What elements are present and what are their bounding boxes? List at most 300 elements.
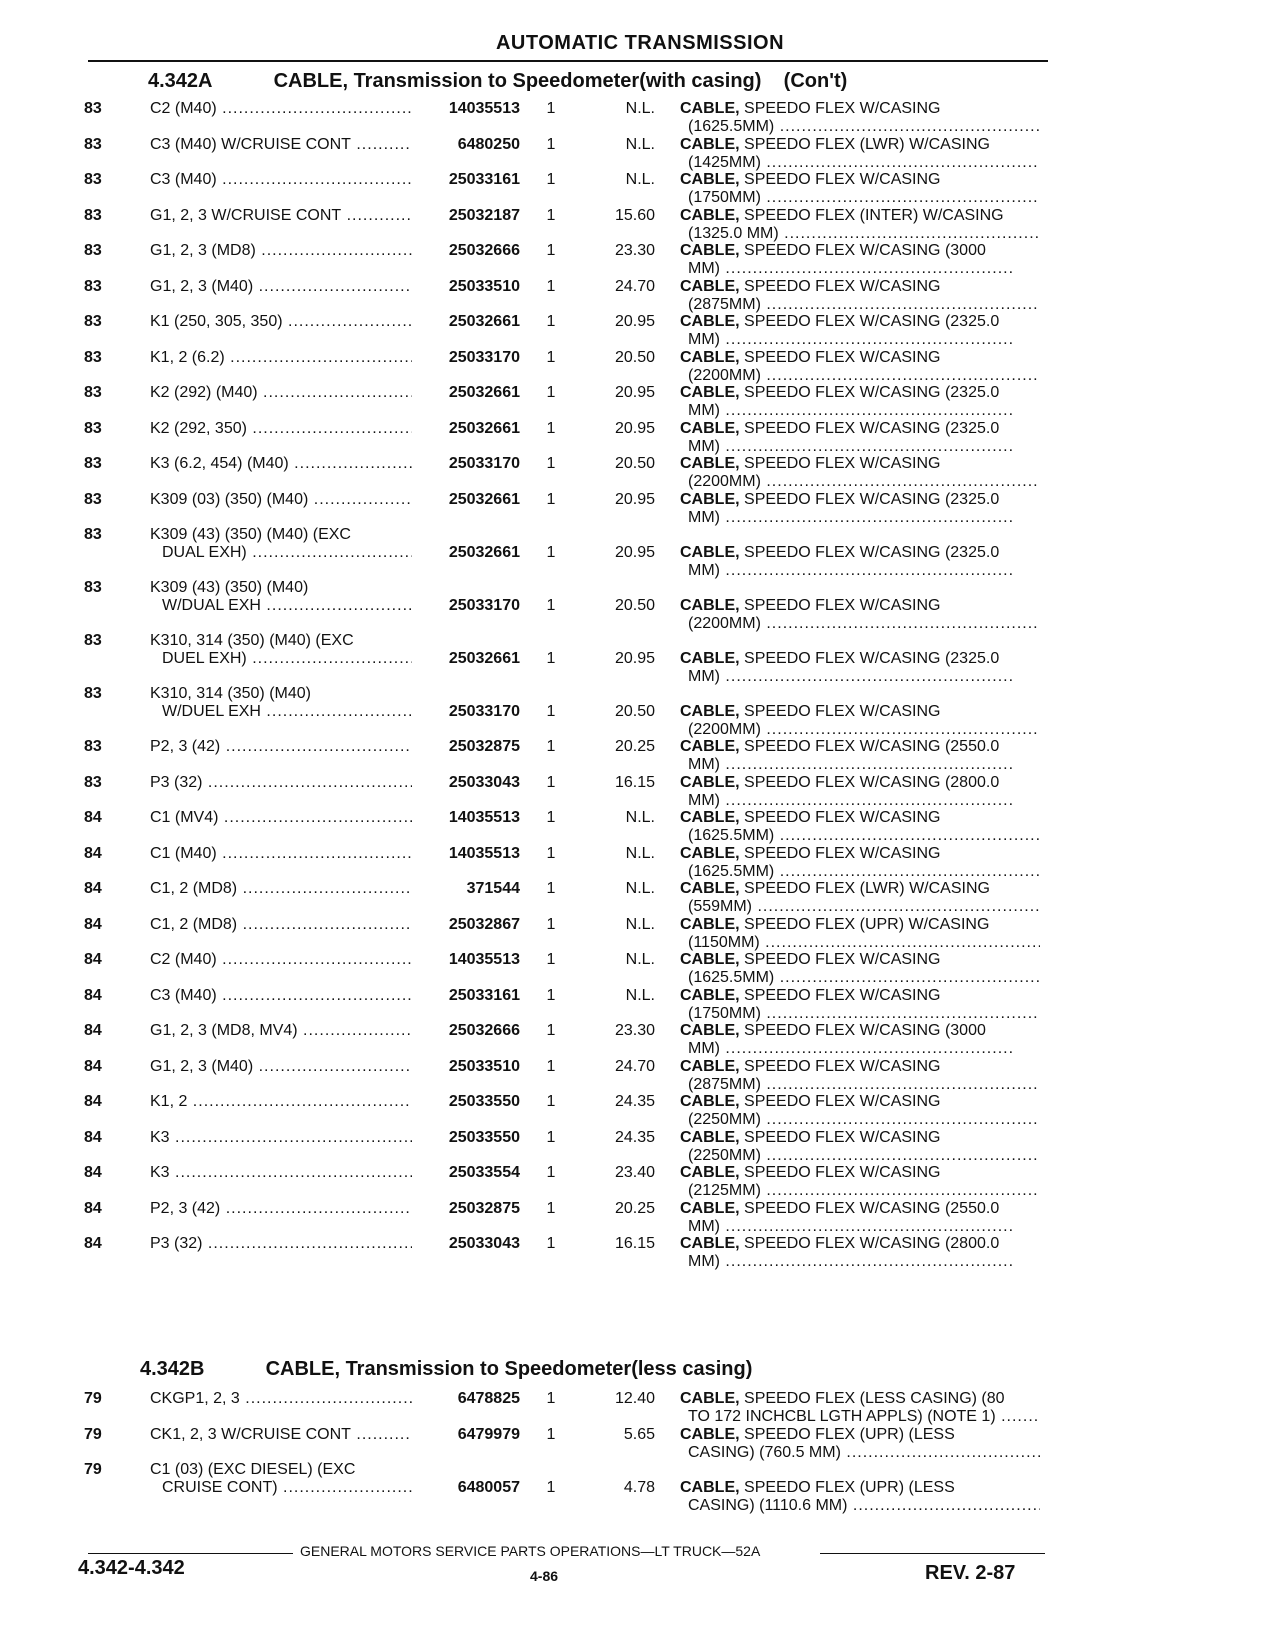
- price: N.L.: [625, 844, 655, 862]
- quantity: 1: [546, 384, 556, 401]
- footer-range: 4.342-4.342: [78, 1557, 185, 1579]
- part-number: 25032661: [448, 490, 520, 508]
- description-text: SPEEDO FLEX W/CASING: [744, 455, 941, 472]
- reference-number: 83: [84, 685, 102, 702]
- table-row: [0, 349, 1280, 383]
- model-application: K309 (43) (350) (M40) (EXC: [150, 526, 351, 543]
- description-keyword: CABLE,: [680, 1022, 740, 1039]
- part-number: 25032666: [448, 242, 520, 259]
- price: 20.95: [614, 490, 655, 508]
- table-row: [0, 987, 1280, 1021]
- description-line-2: TO 172 INCHCBL LGTH APPLS) (NOTE 1) .....: [680, 1408, 1040, 1426]
- part-description: [680, 171, 1040, 207]
- quantity: 1: [546, 455, 556, 472]
- section-suffix: (Con't): [783, 70, 848, 92]
- part-description: [680, 1235, 1040, 1271]
- quantity: 1: [546, 951, 556, 968]
- price: N.L.: [625, 809, 655, 826]
- part-description: [680, 1058, 1040, 1094]
- description-text: SPEEDO FLEX (UPR) W/CASING: [744, 915, 990, 933]
- description-line-2: (1625.5MM) .....: [680, 969, 1040, 987]
- price: 20.95: [614, 544, 655, 561]
- description-text: SPEEDO FLEX W/CASING (3000: [744, 242, 986, 259]
- description-keyword: CABLE,: [680, 1199, 740, 1217]
- model-application: C1 (MV4) .....: [150, 809, 412, 827]
- model-application: C3 (M40) .....: [150, 987, 412, 1005]
- description-line-1: [680, 384, 1040, 402]
- quantity: 1: [546, 650, 556, 667]
- quantity: 1: [546, 419, 556, 437]
- description-text: SPEEDO FLEX W/CASING: [744, 1164, 941, 1181]
- price: N.L.: [625, 171, 655, 188]
- quantity: 1: [546, 490, 556, 508]
- model-application: K3 .....: [150, 1164, 412, 1182]
- description-keyword: CABLE,: [680, 544, 740, 561]
- quantity: 1: [546, 738, 556, 755]
- model-application: K3 .....: [150, 1129, 412, 1147]
- table-row: [0, 1235, 1280, 1269]
- description-line-2: MM) .....: [680, 1218, 1040, 1236]
- reference-number: 83: [84, 773, 102, 791]
- price: 16.15: [614, 1235, 655, 1252]
- description-keyword: CABLE,: [680, 915, 740, 933]
- quantity: 1: [546, 1022, 556, 1039]
- description-keyword: CABLE,: [680, 1425, 740, 1443]
- table-row: [0, 491, 1280, 525]
- description-keyword: CABLE,: [680, 1057, 740, 1075]
- part-number: 25033550: [448, 1128, 520, 1146]
- reference-number: 83: [84, 490, 102, 508]
- price: 23.30: [614, 1022, 655, 1039]
- model-application: P2, 3 (42) .....: [150, 738, 412, 756]
- part-description: [680, 738, 1040, 774]
- part-number: 6478825: [457, 1390, 520, 1407]
- model-application: K309 (03) (350) (M40) .....: [150, 491, 412, 509]
- description-text: SPEEDO FLEX W/CASING: [744, 1057, 941, 1075]
- description-line-2: MM) .....: [680, 756, 1040, 774]
- table-row: [0, 1022, 1280, 1056]
- reference-number: 84: [84, 844, 102, 862]
- model-application: K3 (6.2, 454) (M40) .....: [150, 455, 412, 473]
- reference-number: 84: [84, 880, 102, 897]
- reference-number: 84: [84, 1199, 102, 1217]
- description-text: SPEEDO FLEX W/CASING: [744, 986, 941, 1004]
- table-row: [0, 951, 1280, 985]
- description-keyword: CABLE,: [680, 100, 740, 117]
- table-row: [0, 579, 1280, 632]
- description-text: SPEEDO FLEX (LESS CASING) (80: [744, 1390, 1005, 1407]
- description-line-2: (1325.0 MM) .....: [680, 225, 1040, 243]
- description-text: SPEEDO FLEX W/CASING (2550.0: [744, 738, 1000, 755]
- reference-number: 83: [84, 738, 102, 755]
- reference-number: 84: [84, 1235, 102, 1252]
- model-application: P3 (32) .....: [150, 774, 412, 792]
- description-line-2: MM) .....: [680, 509, 1040, 527]
- part-number: 25033161: [448, 171, 520, 188]
- part-number: 25032661: [448, 650, 520, 667]
- section-number: 4.342A: [148, 70, 213, 92]
- part-number: 25032867: [448, 915, 520, 933]
- quantity: 1: [546, 597, 556, 614]
- description-text: SPEEDO FLEX W/CASING: [744, 171, 941, 188]
- table-row: [0, 809, 1280, 843]
- description-keyword: CABLE,: [680, 1128, 740, 1146]
- description-line-1: [680, 880, 1040, 898]
- description-line-2: MM) .....: [680, 438, 1040, 456]
- price: 24.70: [614, 1057, 655, 1075]
- table-row: [0, 420, 1280, 454]
- reference-number: 83: [84, 135, 102, 153]
- part-number: 6479979: [457, 1425, 520, 1443]
- description-line-2: MM) .....: [680, 331, 1040, 349]
- part-number: 25033161: [448, 986, 520, 1004]
- reference-number: 79: [84, 1390, 102, 1407]
- description-text: SPEEDO FLEX W/CASING: [744, 951, 941, 968]
- part-description: [680, 987, 1040, 1023]
- model-application-cont: CRUISE CONT) .....: [162, 1479, 412, 1497]
- description-line-1: [680, 987, 1040, 1005]
- part-number: 25033043: [448, 1235, 520, 1252]
- model-application: C1 (03) (EXC DIESEL) (EXC: [150, 1461, 356, 1478]
- part-number: 25032666: [448, 1022, 520, 1039]
- price: 24.70: [614, 277, 655, 295]
- model-application: G1, 2, 3 (MD8) .....: [150, 242, 412, 260]
- part-description: [680, 650, 1040, 686]
- reference-number: 83: [84, 419, 102, 437]
- model-application: K310, 314 (350) (M40): [150, 685, 311, 702]
- description-line-2: (1625.5MM) .....: [680, 863, 1040, 881]
- description-keyword: CABLE,: [680, 650, 740, 667]
- price: 20.50: [614, 348, 655, 366]
- price: 23.30: [614, 242, 655, 259]
- description-line-1: [680, 1164, 1040, 1182]
- model-application: P2, 3 (42) .....: [150, 1200, 412, 1218]
- price: 12.40: [614, 1390, 655, 1407]
- quantity: 1: [546, 986, 556, 1004]
- description-text: SPEEDO FLEX W/CASING (2325.0: [744, 490, 1000, 508]
- part-description: [680, 1093, 1040, 1129]
- footer-rule: [88, 1553, 293, 1554]
- model-application-cont: W/DUAL EXH .....: [162, 597, 412, 615]
- description-line-2: (1750MM) .....: [680, 1005, 1040, 1023]
- description-line-1: [680, 491, 1040, 509]
- part-description: [680, 774, 1040, 810]
- description-keyword: CABLE,: [680, 703, 740, 720]
- reference-number: 79: [84, 1425, 102, 1443]
- quantity: 1: [546, 1057, 556, 1075]
- description-line-1: [680, 278, 1040, 296]
- section-title-a: [148, 70, 847, 93]
- description-keyword: CABLE,: [680, 1164, 740, 1181]
- part-description: [680, 703, 1040, 739]
- table-row: [0, 1093, 1280, 1127]
- description-line-2: (2200MM) .....: [680, 721, 1040, 739]
- description-line-2: MM) .....: [680, 668, 1040, 686]
- part-number: 25033510: [448, 277, 520, 295]
- quantity: 1: [546, 206, 556, 224]
- part-number: 25033043: [448, 773, 520, 791]
- description-line-2: (2250MM) .....: [680, 1147, 1040, 1165]
- quantity: 1: [546, 809, 556, 826]
- description-line-1: [680, 774, 1040, 792]
- table-row: [0, 880, 1280, 914]
- reference-number: 84: [84, 1093, 102, 1110]
- description-text: SPEEDO FLEX W/CASING: [744, 1093, 941, 1110]
- section-title-b: [140, 1358, 752, 1381]
- quantity: 1: [546, 100, 556, 117]
- model-application: K2 (292, 350) .....: [150, 420, 412, 438]
- price: 24.35: [614, 1128, 655, 1146]
- part-description: [680, 916, 1040, 952]
- quantity: 1: [546, 242, 556, 259]
- quantity: 1: [546, 277, 556, 295]
- table-row: [0, 526, 1280, 579]
- quantity: 1: [546, 1128, 556, 1146]
- reference-number: 84: [84, 986, 102, 1004]
- price: 4.78: [623, 1479, 655, 1496]
- quantity: 1: [546, 313, 556, 330]
- model-application: K2 (292) (M40) .....: [150, 384, 412, 402]
- price: N.L.: [625, 880, 655, 897]
- part-number: 25032661: [448, 419, 520, 437]
- description-keyword: CABLE,: [680, 419, 740, 437]
- model-application: C2 (M40) .....: [150, 951, 412, 969]
- reference-number: 83: [84, 455, 102, 472]
- description-text: SPEEDO FLEX W/CASING (2325.0: [744, 544, 1000, 561]
- table-row: [0, 455, 1280, 489]
- reference-number: 83: [84, 526, 102, 543]
- part-description: [680, 845, 1040, 881]
- section-name: CABLE, Transmission to Speedometer(with casing): [273, 70, 762, 92]
- price: 15.60: [614, 206, 655, 224]
- table-row: [0, 171, 1280, 205]
- part-description: [680, 1022, 1040, 1058]
- model-application: C3 (M40) W/CRUISE CONT .....: [150, 136, 412, 154]
- description-keyword: CABLE,: [680, 738, 740, 755]
- part-description: [680, 349, 1040, 385]
- part-description: [680, 491, 1040, 527]
- description-text: SPEEDO FLEX W/CASING: [744, 348, 941, 366]
- model-application: G1, 2, 3 (M40) .....: [150, 1058, 412, 1076]
- description-text: SPEEDO FLEX W/CASING (3000: [744, 1022, 986, 1039]
- reference-number: 83: [84, 384, 102, 401]
- description-text: SPEEDO FLEX W/CASING: [744, 703, 941, 720]
- description-keyword: CABLE,: [680, 844, 740, 862]
- model-application: K310, 314 (350) (M40) (EXC: [150, 632, 354, 649]
- table-row: [0, 100, 1280, 134]
- description-line-2: (1750MM) .....: [680, 189, 1040, 207]
- description-line-1: [680, 1426, 1040, 1444]
- part-number: 14035513: [448, 844, 520, 862]
- description-keyword: CABLE,: [680, 242, 740, 259]
- description-text: SPEEDO FLEX W/CASING: [744, 597, 941, 614]
- table-row: [0, 136, 1280, 170]
- description-line-2: MM) .....: [680, 792, 1040, 810]
- reference-number: 84: [84, 1128, 102, 1146]
- quantity: 1: [546, 348, 556, 366]
- part-number: 371544: [466, 880, 520, 897]
- description-line-1: [680, 1390, 1040, 1408]
- description-keyword: CABLE,: [680, 1093, 740, 1110]
- description-keyword: CABLE,: [680, 455, 740, 472]
- price: 20.95: [614, 419, 655, 437]
- description-text: SPEEDO FLEX W/CASING: [744, 277, 941, 295]
- reference-number: 83: [84, 348, 102, 366]
- description-line-1: [680, 420, 1040, 438]
- table-row: [0, 685, 1280, 738]
- part-number: 14035513: [448, 100, 520, 117]
- model-application: C1, 2 (MD8) .....: [150, 916, 412, 934]
- price: 20.50: [614, 703, 655, 720]
- reference-number: 79: [84, 1461, 102, 1478]
- part-description: [680, 313, 1040, 349]
- table-row: [0, 384, 1280, 418]
- description-line-1: [680, 1093, 1040, 1111]
- model-application: C2 (M40) .....: [150, 100, 412, 118]
- description-line-2: MM) .....: [680, 1040, 1040, 1058]
- model-application-cont: W/DUEL EXH .....: [162, 703, 412, 721]
- part-description: [680, 1390, 1040, 1426]
- model-application: C1 (M40) .....: [150, 845, 412, 863]
- table-row: [0, 845, 1280, 879]
- table-row: [0, 1426, 1280, 1460]
- description-keyword: CABLE,: [680, 880, 740, 897]
- table-row: [0, 278, 1280, 312]
- description-text: SPEEDO FLEX W/CASING: [744, 1128, 941, 1146]
- description-line-1: [680, 738, 1040, 756]
- part-number: 14035513: [448, 951, 520, 968]
- model-application: P3 (32) .....: [150, 1235, 412, 1253]
- description-keyword: CABLE,: [680, 773, 740, 791]
- model-application: K1 (250, 305, 350) .....: [150, 313, 412, 331]
- description-text: SPEEDO FLEX W/CASING (2325.0: [744, 419, 1000, 437]
- part-description: [680, 809, 1040, 845]
- reference-number: 84: [84, 915, 102, 933]
- description-line-2: (2875MM) .....: [680, 1076, 1040, 1094]
- price: N.L.: [625, 135, 655, 153]
- description-line-1: [680, 703, 1040, 721]
- description-keyword: CABLE,: [680, 206, 740, 224]
- table-row: [0, 1164, 1280, 1198]
- price: 20.95: [614, 384, 655, 401]
- model-application: K1, 2 .....: [150, 1093, 412, 1111]
- reference-number: 83: [84, 206, 102, 224]
- description-text: SPEEDO FLEX W/CASING (2325.0: [744, 313, 1000, 330]
- model-application: G1, 2, 3 W/CRUISE CONT .....: [150, 207, 412, 225]
- description-line-2: MM) .....: [680, 1253, 1040, 1271]
- part-number: 25033170: [448, 348, 520, 366]
- description-keyword: CABLE,: [680, 313, 740, 330]
- description-text: SPEEDO FLEX W/CASING (2325.0: [744, 650, 1000, 667]
- description-line-2: (1425MM) .....: [680, 154, 1040, 172]
- description-text: SPEEDO FLEX (LWR) W/CASING: [744, 880, 990, 897]
- price: 20.95: [614, 650, 655, 667]
- description-text: SPEEDO FLEX W/CASING (2325.0: [744, 384, 1000, 401]
- part-description: [680, 1200, 1040, 1236]
- reference-number: 84: [84, 951, 102, 968]
- part-description: [680, 100, 1040, 136]
- description-keyword: CABLE,: [680, 348, 740, 366]
- part-number: 25033554: [448, 1164, 520, 1181]
- description-text: SPEEDO FLEX W/CASING (2550.0: [744, 1199, 1000, 1217]
- price: 20.95: [614, 313, 655, 330]
- part-description: [680, 420, 1040, 456]
- reference-number: 83: [84, 632, 102, 649]
- price: 5.65: [623, 1425, 655, 1443]
- description-text: SPEEDO FLEX W/CASING (2800.0: [744, 773, 1000, 791]
- description-text: SPEEDO FLEX W/CASING: [744, 100, 941, 117]
- description-line-1: [680, 1235, 1040, 1253]
- part-number: 25033170: [448, 597, 520, 614]
- price: N.L.: [625, 986, 655, 1004]
- price: 23.40: [614, 1164, 655, 1181]
- section-number: 4.342B: [140, 1358, 205, 1380]
- description-line-1: [680, 136, 1040, 154]
- part-description: [680, 880, 1040, 916]
- description-line-1: [680, 349, 1040, 367]
- description-line-2: MM) .....: [680, 260, 1040, 278]
- part-number: 25032875: [448, 738, 520, 755]
- quantity: 1: [546, 1425, 556, 1443]
- part-number: 14035513: [448, 809, 520, 826]
- description-keyword: CABLE,: [680, 135, 740, 153]
- price: 24.35: [614, 1093, 655, 1110]
- price: 20.25: [614, 1199, 655, 1217]
- table-row: [0, 207, 1280, 241]
- description-line-1: [680, 313, 1040, 331]
- description-keyword: CABLE,: [680, 1390, 740, 1407]
- description-line-2: (2250MM) .....: [680, 1111, 1040, 1129]
- quantity: 1: [546, 1390, 556, 1407]
- part-number: 25032661: [448, 313, 520, 330]
- description-line-1: [680, 650, 1040, 668]
- description-line-2: (559MM) .....: [680, 898, 1040, 916]
- description-text: SPEEDO FLEX (INTER) W/CASING: [744, 206, 1004, 224]
- quantity: 1: [546, 703, 556, 720]
- reference-number: 83: [84, 100, 102, 117]
- description-line-1: [680, 1200, 1040, 1218]
- table-row: [0, 242, 1280, 276]
- part-description: [680, 207, 1040, 243]
- quantity: 1: [546, 844, 556, 862]
- description-keyword: CABLE,: [680, 277, 740, 295]
- part-number: 25032187: [448, 206, 520, 224]
- description-line-1: [680, 100, 1040, 118]
- model-application: K309 (43) (350) (M40): [150, 579, 309, 596]
- description-text: SPEEDO FLEX W/CASING: [744, 809, 941, 826]
- part-number: 6480057: [457, 1479, 520, 1496]
- description-line-1: [680, 171, 1040, 189]
- description-keyword: CABLE,: [680, 384, 740, 401]
- part-description: [680, 136, 1040, 172]
- description-line-2: (2125MM) .....: [680, 1182, 1040, 1200]
- reference-number: 83: [84, 313, 102, 330]
- description-keyword: CABLE,: [680, 951, 740, 968]
- table-row: [0, 1461, 1280, 1514]
- reference-number: 83: [84, 277, 102, 295]
- price: 20.50: [614, 455, 655, 472]
- description-keyword: CABLE,: [680, 171, 740, 188]
- table-row: [0, 632, 1280, 685]
- table-row: [0, 1129, 1280, 1163]
- header-rule: [88, 60, 1048, 62]
- quantity: 1: [546, 880, 556, 897]
- description-line-1: [680, 242, 1040, 260]
- description-text: SPEEDO FLEX (UPR) (LESS: [744, 1479, 955, 1496]
- description-line-1: [680, 597, 1040, 615]
- description-line-2: (1625.5MM) .....: [680, 118, 1040, 136]
- model-application: C3 (M40) .....: [150, 171, 412, 189]
